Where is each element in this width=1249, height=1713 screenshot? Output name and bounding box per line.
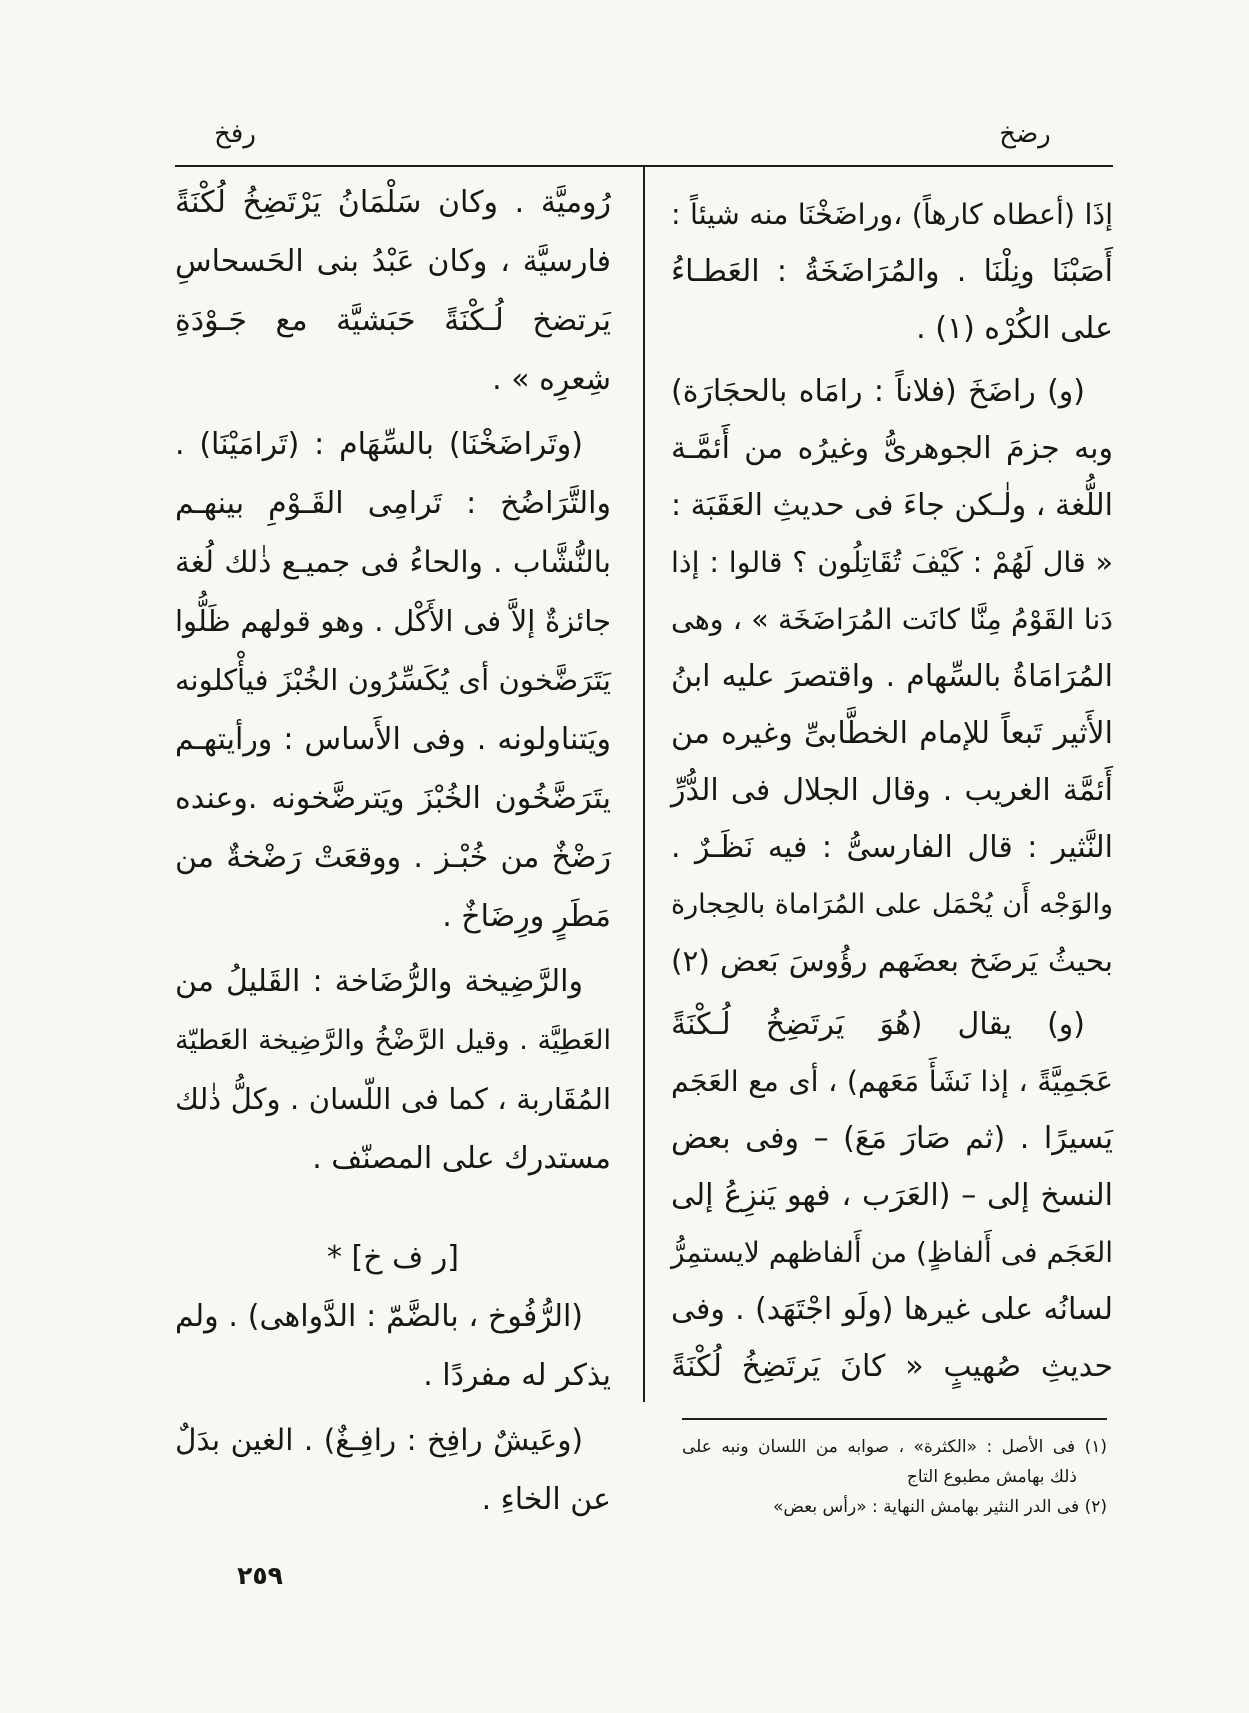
paragraph	[175, 173, 611, 409]
text-line: المُرَامَاةُ بالسِّهام . واقتصرَ عليه ابنُ	[671, 659, 1113, 694]
text-line: بحيثُ يَرضَخ بعضَهم رؤُوسَ بَعض (٢)	[671, 944, 1113, 978]
text-line: النسخ إلى – (العَرَب ، فهو يَنزِعُ إلى	[671, 1178, 1113, 1213]
text-line: رُوميَّة . وكان سَلْمَانُ يَرْتَضِخُ لُكْنَةً	[175, 185, 611, 220]
paragraph	[671, 363, 1113, 990]
paragraph	[671, 996, 1113, 1395]
text-line: على الكُرْه (١) .	[916, 311, 1113, 346]
text-line: رَضْخٌ من خُبْـز . ووقعَتْ رَضْخةٌ من	[175, 840, 611, 875]
footnote-rule	[682, 1418, 1107, 1420]
footnote-line: ذلك بهامش مطبوع التاج	[906, 1467, 1077, 1487]
paragraph	[175, 1411, 611, 1529]
text-line: أَصَبْنَا ونِلْنَا . والمُرَاضَخَةُ : العَطـاءُ	[671, 254, 1113, 289]
text-line: اللُّغة ، ولٰـكن جاءَ فى حديثِ العَقَبَة :	[671, 488, 1113, 523]
paragraph	[671, 186, 1113, 357]
entry-heading: [ر ف خ] *	[327, 1240, 459, 1275]
running-head-right: رضخ	[999, 119, 1051, 149]
text-line: (وعَيشٌ رافِخ : رافِـغٌ) . الغين بدَلٌ	[175, 1423, 583, 1457]
text-line: والوَجْه أَن يُحْمَل على المُرَاماة بالحِجارة	[671, 889, 1113, 920]
column-divider	[643, 166, 645, 1402]
text-line: الأَثير تَبعاً للإمام الخطَّابىِّ وغيره من	[671, 716, 1113, 751]
text-line: عن الخاءِ .	[481, 1482, 611, 1517]
text-line: مَطَرٍ ورِضَاخٌ .	[442, 899, 611, 934]
footnote-line: (٢) فى الدر النثير بهامش النهاية : «رأس بعض»	[772, 1497, 1107, 1517]
page-number: ٢٥٩	[237, 1561, 283, 1590]
text-line: فارسيَّة ، وكان عَبْدُ بنى الحَسحاسِ	[175, 244, 611, 279]
text-line: دَنا القَوْمُ مِنَّا كانَت المُرَاضَخَة » ، وهى	[671, 603, 1113, 636]
footnote-line: (١) فى الأصل : «الكثرة» ، صوابه من اللسان ونبه على	[682, 1437, 1107, 1457]
text-line: يتَرَضَّخُون الخُبْزَ ويَترضَّخونه .وعنده	[175, 781, 611, 816]
text-line: المُقَاربة ، كما فى اللّسان . وكلُّ ذٰلك	[175, 1082, 611, 1116]
text-line: جائزةٌ إلاَّ فى الأَكْل . وهو قولهم ظَلُّوا	[175, 604, 611, 638]
text-line: وبه جزمَ الجوهرىُّ وغيرُه من أَئمَّـة	[671, 431, 1113, 466]
text-line: مستدرك على المصنّف .	[312, 1141, 611, 1176]
text-line: عَجَمِيَّةً ، إذا نَشَأَ مَعَهم) ، أى مع العَجَم	[671, 1065, 1113, 1098]
text-line: (و) راضَخَ (فلاناً : رامَاه بالحجَارَة)	[671, 374, 1085, 409]
text-line: يَرتضخ لُـكْنَةً حَبَشيَّة مع جَـوْدَةِ	[175, 303, 611, 338]
text-line: والرَّضِيخة والرُّضَاخة : القَليلُ من	[175, 964, 583, 999]
paragraph	[175, 415, 611, 946]
text-line: أَئمَّة الغريب . وقال الجلال فى الدُّرِّ	[671, 773, 1113, 808]
footnote	[682, 1492, 1107, 1522]
paragraph	[175, 952, 611, 1188]
text-line: حديثِ صُهيبٍ « كانَ يَرتَضِخُ لُكْنَةً	[671, 1349, 1113, 1384]
text-line: العَجَم فى أَلفاظٍ) من أَلفاظهم لايستمِرُّ	[671, 1236, 1113, 1269]
text-line: بالنُّشَّاب . والحاءُ فى جميـع ذٰلك لُغة	[175, 545, 611, 579]
text-line: النَّثير : قال الفارسىُّ : فيه نَظَـرٌ .	[671, 830, 1113, 865]
right-column	[671, 186, 1113, 1395]
text-line: شِعرِه » .	[492, 362, 611, 397]
text-line: والتَّرَاضُخ : تَرامِى القَـوْمِ بينهـم	[175, 486, 611, 521]
text-line: « قال لَهُمْ : كَيْفَ تُقَاتِلُون ؟ قالوا : إذا	[671, 546, 1113, 579]
text-line: لسانُه على غيرها (ولَو اجْتَهَد) . وفى	[671, 1292, 1113, 1327]
text-line: (وتَراضَخْنَا) بالسِّهَام : (تَرامَيْنَا) .	[175, 427, 583, 462]
text-line: ويَتناولونه . وفى الأَساس : ورأيتهـم	[175, 722, 611, 757]
text-line: يذكر له مفردًا .	[423, 1358, 611, 1393]
text-line: يَتَرَضَّخون أى يُكَسِّرُون الخُبْزَ فيأْكلونه	[175, 663, 611, 697]
text-line: العَطِيَّة . وقيل الرَّضْخُ والرَّضِيخة العَطيّة	[175, 1025, 611, 1056]
footnote	[682, 1432, 1107, 1492]
text-line: (الرُّفُوخ ، بالضَّمّ : الدَّواهى) . ولم	[175, 1299, 583, 1334]
footnotes	[682, 1432, 1107, 1522]
text-line: إذَا (أعطاه كارهاً) ،وراضَخْنَا منه شيئاً :	[671, 198, 1113, 231]
text-line: يَسيرًا . (ثم صَارَ مَعَ) – وفى بعض	[671, 1121, 1113, 1156]
paragraph	[175, 1287, 611, 1405]
text-line: (و) يقال (هُوَ يَرتَضِخُ لُـكْنَةً	[671, 1007, 1085, 1042]
left-column	[175, 173, 611, 1529]
running-head-left: رفخ	[214, 119, 256, 149]
